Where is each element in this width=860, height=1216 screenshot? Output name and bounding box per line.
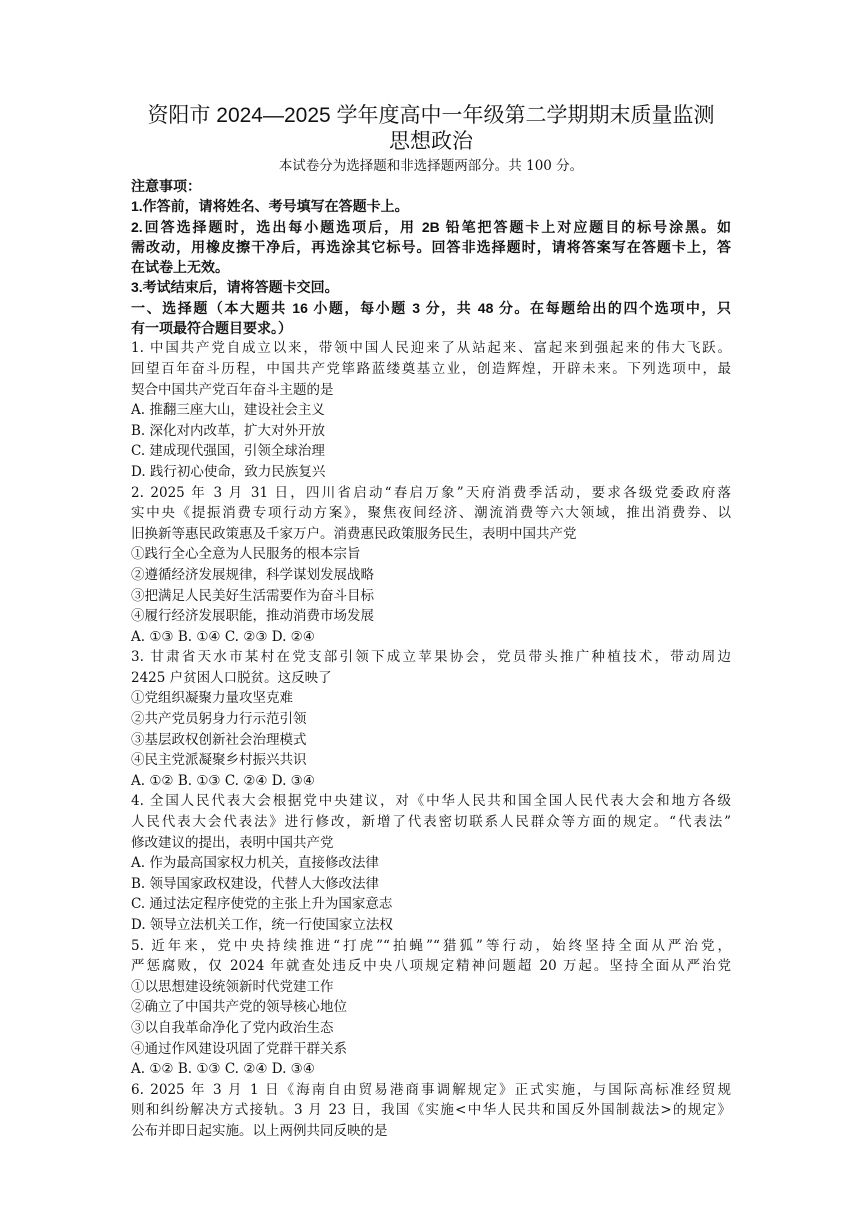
notice-item: 2.回答选择题时，选出每小题选项后，用 2B 铅笔把答题卡上对应题目的标号涂黑。如 — [131, 218, 731, 235]
question-stem-line: 6. 2025 年 3 月 1 日《海南自由贸易港商事调解规定》正式实施，与国际高标准经贸规 — [131, 1081, 731, 1098]
notice-heading: 注意事项： — [131, 178, 201, 194]
question-option: ②确立了中国共产党的领导核心地位 — [131, 999, 347, 1016]
question-stem-line: 旧换新等惠民政策惠及千家万户。消费惠民政策服务民生，表明中国共产党 — [131, 525, 577, 542]
question-option: ①以思想建设统领新时代党建工作 — [131, 978, 334, 995]
question-stem-line: 1. 中国共产党自成立以来，带领中国人民迎来了从站起来、富起来到强起来的伟大飞跃。 — [131, 340, 731, 357]
notice-item: 3.考试结束后，请将答题卡交回。 — [131, 279, 339, 296]
question-answer-choices: A. ①② B. ①③ C. ②④ D. ③④ — [131, 1061, 315, 1078]
question-option: ③把满足人民美好生活需要作为奋斗目标 — [131, 587, 374, 604]
question-option: D. 领导立法机关工作，统一行使国家立法权 — [131, 917, 393, 933]
notice-item: 需改动，用橡皮擦干净后，再选涂其它标号。回答非选择题时，请将答案写在答题卡上，答 — [131, 238, 731, 255]
section-heading-line: 一、选择题（本大题共 16 小题，每小题 3 分，共 48 分。在每题给出的四个选项中，只 — [131, 299, 731, 316]
question-option: C. 通过法定程序使党的主张上升为国家意志 — [131, 896, 393, 913]
question-stem-line: 回望百年奋斗历程，中国共产党筚路蓝缕奠基立业，创造辉煌，开辟未来。下列选项中，最 — [131, 360, 731, 377]
question-option: ①党组织凝聚力量攻坚克难 — [131, 690, 293, 707]
document-body — [131, 103, 731, 1142]
question-stem-line: 2425 户贫困人口脱贫。这反映了 — [131, 669, 332, 686]
question-1 — [131, 338, 731, 482]
notice-item: 1.作答前，请将姓名、考号填写在答题卡上。 — [131, 198, 409, 215]
section-heading — [131, 298, 731, 339]
question-4 — [131, 791, 731, 935]
question-option: ②遵循经济发展规律，科学谋划发展战略 — [131, 566, 374, 583]
question-stem-line: 3. 甘肃省天水市某村在党支部引领下成立苹果协会，党员带头推广种植技术，带动周边 — [131, 649, 731, 666]
question-answer-choices: A. ①② B. ①③ C. ②④ D. ③④ — [131, 772, 315, 789]
notice-block — [131, 176, 731, 298]
question-6 — [131, 1080, 731, 1142]
question-option: A. 推翻三座大山，建设社会主义 — [131, 402, 325, 419]
question-stem-line: 2. 2025 年 3 月 31 日，四川省启动“春启万象”天府消费季活动，要求各级党委政府落 — [131, 484, 731, 501]
question-stem-line: 修改建议的提出，表明中国共产党 — [131, 834, 334, 851]
question-option: ④通过作风建设巩固了党群干群关系 — [131, 1040, 347, 1057]
question-option: B. 深化对内改革，扩大对外开放 — [131, 422, 326, 439]
question-option: D. 践行初心使命，致力民族复兴 — [131, 463, 326, 480]
question-stem-line: 人民代表大会代表法》进行修改，新增了代表密切联系人民群众等方面的规定。“代表法” — [131, 814, 731, 831]
question-option: A. 作为最高国家权力机关，直接修改法律 — [131, 855, 379, 872]
exam-intro: 本试卷分为选择题和非选择题两部分。共 100 分。 — [278, 158, 584, 174]
page-title: 资阳市 2024—2025 学年度高中一年级第二学期期末质量监测 — [147, 104, 715, 127]
question-option: ④民主党派凝聚乡村振兴共识 — [131, 752, 307, 769]
question-option: ④履行经济发展职能，推动消费市场发展 — [131, 608, 374, 625]
question-option: ③以自我革命净化了党内政治生态 — [131, 1019, 334, 1036]
question-option: C. 建成现代强国，引领全球治理 — [131, 443, 325, 460]
question-3 — [131, 647, 731, 791]
question-stem-line: 则和纠纷解决方式接轨。3 月 23 日，我国《实施<中华人民共和国反外国制裁法>的规定》 — [131, 1102, 731, 1119]
question-option: ②共产党员躬身力行示范引领 — [131, 711, 307, 728]
subject-title: 思想政治 — [389, 130, 473, 153]
question-answer-choices: A. ①③ B. ①④ C. ②③ D. ②④ — [131, 628, 315, 645]
question-stem-line: 严惩腐败，仅 2024 年就查处违反中央八项规定精神问题超 20 万起。坚持全面从严治党 — [131, 958, 731, 975]
notice-item: 在试卷上无效。 — [131, 259, 229, 276]
question-stem-line: 契合中国共产党百年奋斗主题的是 — [131, 381, 334, 398]
question-option: B. 领导国家政权建设，代替人大修改法律 — [131, 875, 380, 892]
question-stem-line: 公布并即日起实施。以上两例共同反映的是 — [131, 1122, 388, 1139]
question-2 — [131, 483, 731, 648]
question-stem-line: 5. 近年来，党中央持续推进“打虎”“拍蝇”“猎狐”等行动，始终坚持全面从严治党， — [131, 937, 731, 954]
question-option: ①践行全心全意为人民服务的根本宗旨 — [131, 546, 361, 563]
question-stem-line: 实中央《提振消费专项行动方案》，聚焦夜间经济、潮流消费等六大领域，推出消费券、以 — [131, 505, 731, 522]
question-stem-line: 4. 全国人民代表大会根据党中央建议，对《中华人民共和国全国人民代表大会和地方各级 — [131, 793, 731, 810]
section-heading-line: 有一项最符合题目要求。） — [131, 320, 292, 337]
question-5 — [131, 936, 731, 1080]
question-option: ③基层政权创新社会治理模式 — [131, 731, 307, 748]
